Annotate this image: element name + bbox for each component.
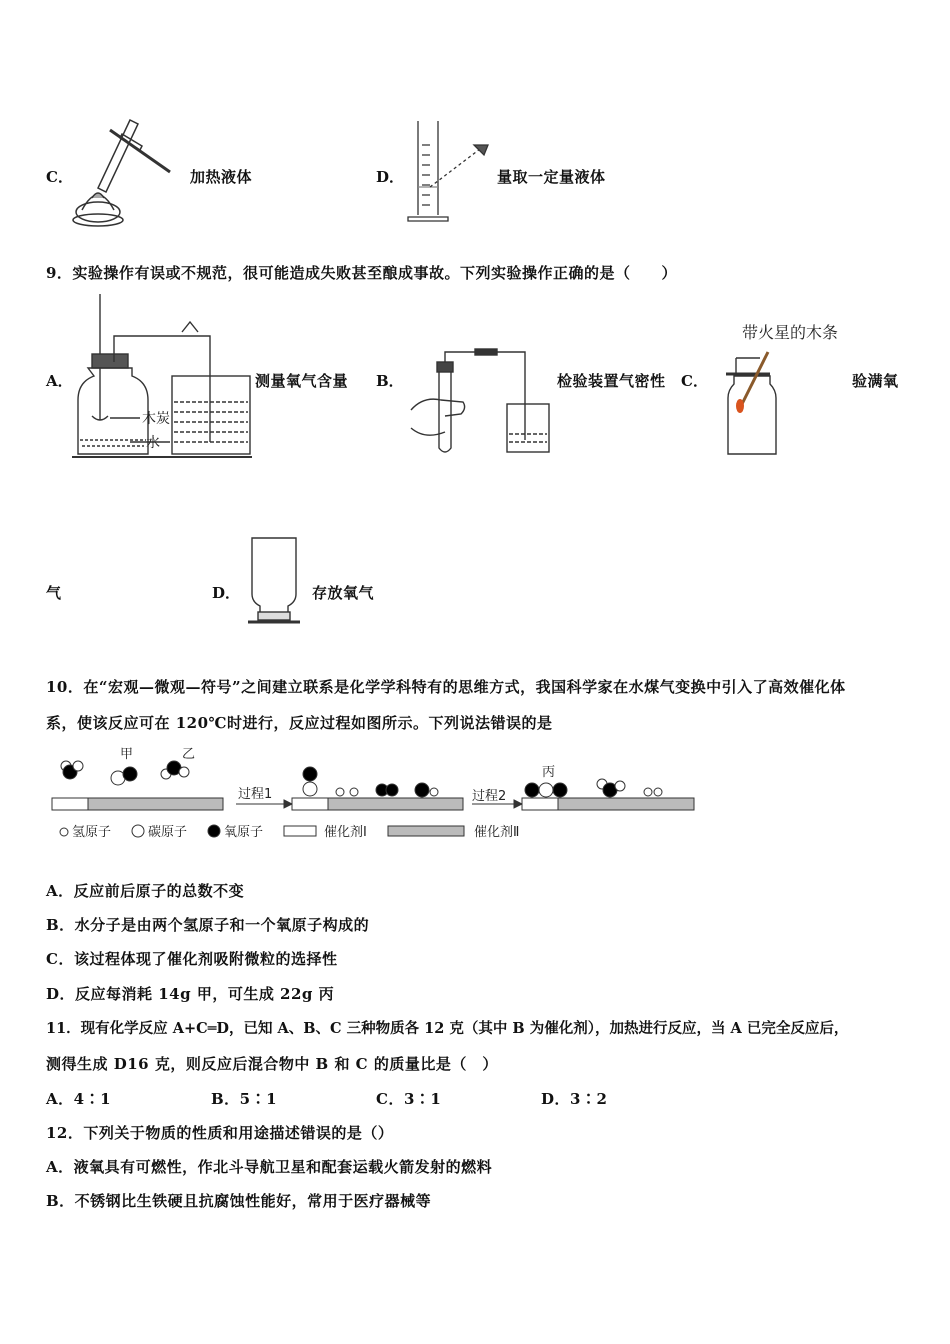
q11-stem-line-1: 11．现有化学反应 A+C═D，已知 A、B、C 三种物质各 12 克（其中 B 为催化剂），加热进行反应，当 A 已完全反应后， [46, 1020, 849, 1037]
q12-stem: 12．下列关于物质的性质和用途描述错误的是（） [46, 1124, 394, 1142]
q9-option-d-text: 存放氧气 [312, 584, 375, 602]
yi-label: 乙 [182, 747, 196, 762]
q8-option-c-text: 加热液体 [190, 168, 253, 186]
q9-option-a-label: A． [46, 372, 73, 390]
legend-catalyst-2: 催化剂Ⅱ [474, 825, 520, 840]
q8-option-c-label: C． [46, 168, 73, 186]
charcoal-label: 木炭 [142, 411, 170, 427]
q11-option-d: D．3∶2 [541, 1090, 608, 1108]
q9-option-d-label: D． [212, 584, 241, 602]
q12-option-a: A．液氧具有可燃性，作北斗导航卫星和配套运载火箭发射的燃料 [46, 1158, 493, 1176]
q10-option-c: C．该过程体现了催化剂吸附微粒的选择性 [46, 950, 338, 968]
q8-option-d-text: 量取一定量液体 [497, 168, 606, 186]
legend-carbon: 碳原子 [148, 825, 188, 840]
q10-stem-line-1: 10．在“宏观—微观—符号”之间建立联系是化学学科特有的思维方式，我国科学家在水煤气变换中引入了高效催化体 [46, 678, 846, 696]
q11-option-a: A．4∶1 [46, 1090, 112, 1108]
q10-option-d: D．反应每消耗 14g 甲，可生成 22g 丙 [46, 985, 335, 1003]
q9-option-a-text: 测量氧气含量 [255, 372, 349, 390]
oxygen-content-apparatus-figure [70, 292, 255, 462]
q9-option-b-label: B． [376, 372, 404, 390]
q11-stem-line-2: 测得生成 D16 克，则反应后混合物中 B 和 C 的质量比是（ ） [46, 1055, 498, 1073]
q10-option-b: B．水分子是由两个氢原子和一个氧原子构成的 [46, 916, 370, 934]
legend-oxygen: 氧原子 [224, 825, 264, 840]
q9-option-c-label: C． [681, 372, 708, 390]
reaction-process-figure [48, 744, 708, 848]
glowing-splint-caption: 带火星的木条 [742, 323, 839, 342]
q9-stem: 9．实验操作有误或不规范，很可能造成失败甚至酿成事故。下列实验操作正确的是（ ） [46, 264, 677, 282]
legend-hydrogen: 氢原子 [72, 825, 112, 840]
q12-option-b: B．不锈钢比生铁硬且抗腐蚀性能好，常用于医疗器械等 [46, 1192, 432, 1210]
measuring-cylinder-figure [400, 115, 495, 225]
heating-liquid-figure [70, 110, 180, 235]
jia-label: 甲 [120, 747, 134, 762]
q11-option-b: B．5∶1 [211, 1090, 278, 1108]
q10-option-a: A．反应前后原子的总数不变 [46, 882, 245, 900]
process2-label: 过程2 [472, 789, 507, 804]
q9-option-c-text-1: 验满氧 [852, 372, 899, 390]
legend-catalyst-1: 催化剂Ⅰ [324, 825, 367, 840]
q10-stem-line-2: 系，使该反应可在 120℃时进行，反应过程如图所示。下列说法错误的是 [46, 714, 553, 732]
oxygen-full-check-figure [720, 318, 860, 460]
q11-option-c: C．3∶1 [376, 1090, 442, 1108]
airtightness-check-figure [405, 340, 555, 462]
q9-option-c-text-2: 气 [46, 584, 62, 602]
q9-option-b-text: 检验装置气密性 [557, 372, 666, 390]
bing-label: 丙 [542, 765, 556, 780]
process1-label: 过程1 [238, 787, 273, 802]
q8-option-d-label: D． [376, 168, 405, 186]
oxygen-storage-bottle-figure [244, 534, 304, 628]
water-label: 水 [146, 435, 160, 451]
